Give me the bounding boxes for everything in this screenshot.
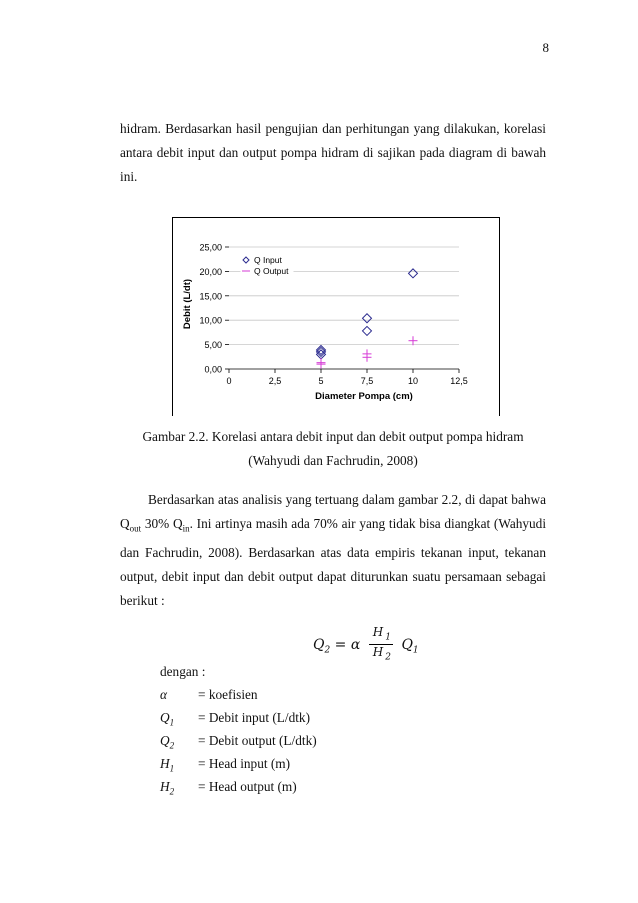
body-text-start: Berdasarkan atas analisis yang tertuang dalam gambar 2.2, di dapat bahwa Q (120, 492, 546, 531)
x-tick-label: 12,5 (450, 376, 468, 386)
definition-symbol: α (160, 687, 167, 702)
eq-denominator: H $_2$ (372, 645, 391, 663)
definition-text: = Head output (m) (198, 779, 297, 794)
x-tick-label: 10 (407, 376, 419, 386)
y-tick-label: 0,00 (204, 364, 222, 375)
caption-line-2: (Wahyudi dan Fachrudin, 2008) (248, 453, 418, 468)
definition-text: = Debit input (L/dtk) (198, 710, 311, 725)
x-tick-label: 5 (318, 376, 324, 386)
definition-symbol: $Q_1$ (160, 710, 175, 728)
data-point-q-input (363, 326, 372, 335)
definitions-intro: dengan : (160, 664, 206, 679)
legend-label: Q Output (254, 266, 289, 276)
caption-line-1: Gambar 2.2. Korelasi antara debit input dan debit output pompa hidram (142, 429, 524, 444)
eq-fraction (369, 625, 393, 665)
scatter-chart (172, 217, 500, 416)
intro-paragraph: hidram. Berdasarkan hasil pengujian dan perhitungan yang dilakukan, korelasi antara debit input dan output pompa hidram di sajikan pada diagram di bawah ini. (120, 121, 546, 184)
y-axis-label: Debit (L/dt) (182, 278, 193, 330)
definition-row (160, 752, 540, 775)
q-in-subscript: in (182, 523, 190, 534)
page-number: 8 (542, 40, 549, 55)
data-point-q-input (409, 269, 418, 278)
chart-svg (173, 218, 499, 416)
eq-alpha: α (350, 636, 361, 653)
x-tick-label: 2,5 (268, 376, 282, 386)
definition-row (160, 706, 540, 729)
body-text-end: . Ini artinya masih ada 70% air yang tidak bisa diangkat (Wahyudi dan Fachrudin, 2008). Berdasarkan atas data empiris tekanan input, tekanan output, debit input dan debit output dapat diturunkan suatu persamaan sebagai berikut : (120, 516, 547, 608)
definition-symbol: $H_2$ (160, 779, 175, 797)
eq-lhs-sub: 2 (324, 645, 331, 656)
eq-lhs: Q (313, 636, 325, 653)
data-point-q-input (363, 314, 372, 323)
body-paragraph (120, 488, 546, 613)
equation (313, 625, 419, 665)
definition-text: = koefisien (198, 687, 258, 702)
y-tick-label: 10,00 (199, 315, 222, 326)
x-tick-label: 0 (226, 376, 232, 386)
body-text-mid: 30% Q (141, 516, 183, 531)
definition-row (160, 729, 540, 752)
eq-rhs: Q (401, 636, 413, 653)
data-point-q-output (317, 358, 326, 367)
legend-label: Q Input (254, 255, 282, 265)
eq-rhs-sub: 1 (412, 645, 419, 656)
eq-numerator: H $_1$ (369, 625, 393, 645)
eq-equals: = (334, 636, 347, 653)
definition-symbol: $Q_2$ (160, 733, 175, 751)
definition-row (160, 683, 540, 706)
y-tick-label: 5,00 (204, 340, 222, 351)
y-tick-label: 25,00 (199, 242, 222, 253)
definition-text: = Debit output (L/dtk) (198, 733, 317, 748)
x-tick-label: 7,5 (360, 376, 374, 386)
x-axis-label: Diameter Pompa (cm) (315, 391, 413, 402)
definition-row (160, 775, 540, 798)
definition-text: = Head input (m) (198, 756, 291, 771)
data-point-q-output (409, 336, 418, 345)
figure-caption (120, 425, 546, 473)
y-tick-label: 20,00 (199, 266, 222, 277)
definitions-list (160, 660, 540, 798)
q-out-subscript: out (129, 523, 142, 534)
y-tick-label: 15,00 (199, 291, 222, 302)
definition-symbol: $H_1$ (160, 756, 175, 774)
